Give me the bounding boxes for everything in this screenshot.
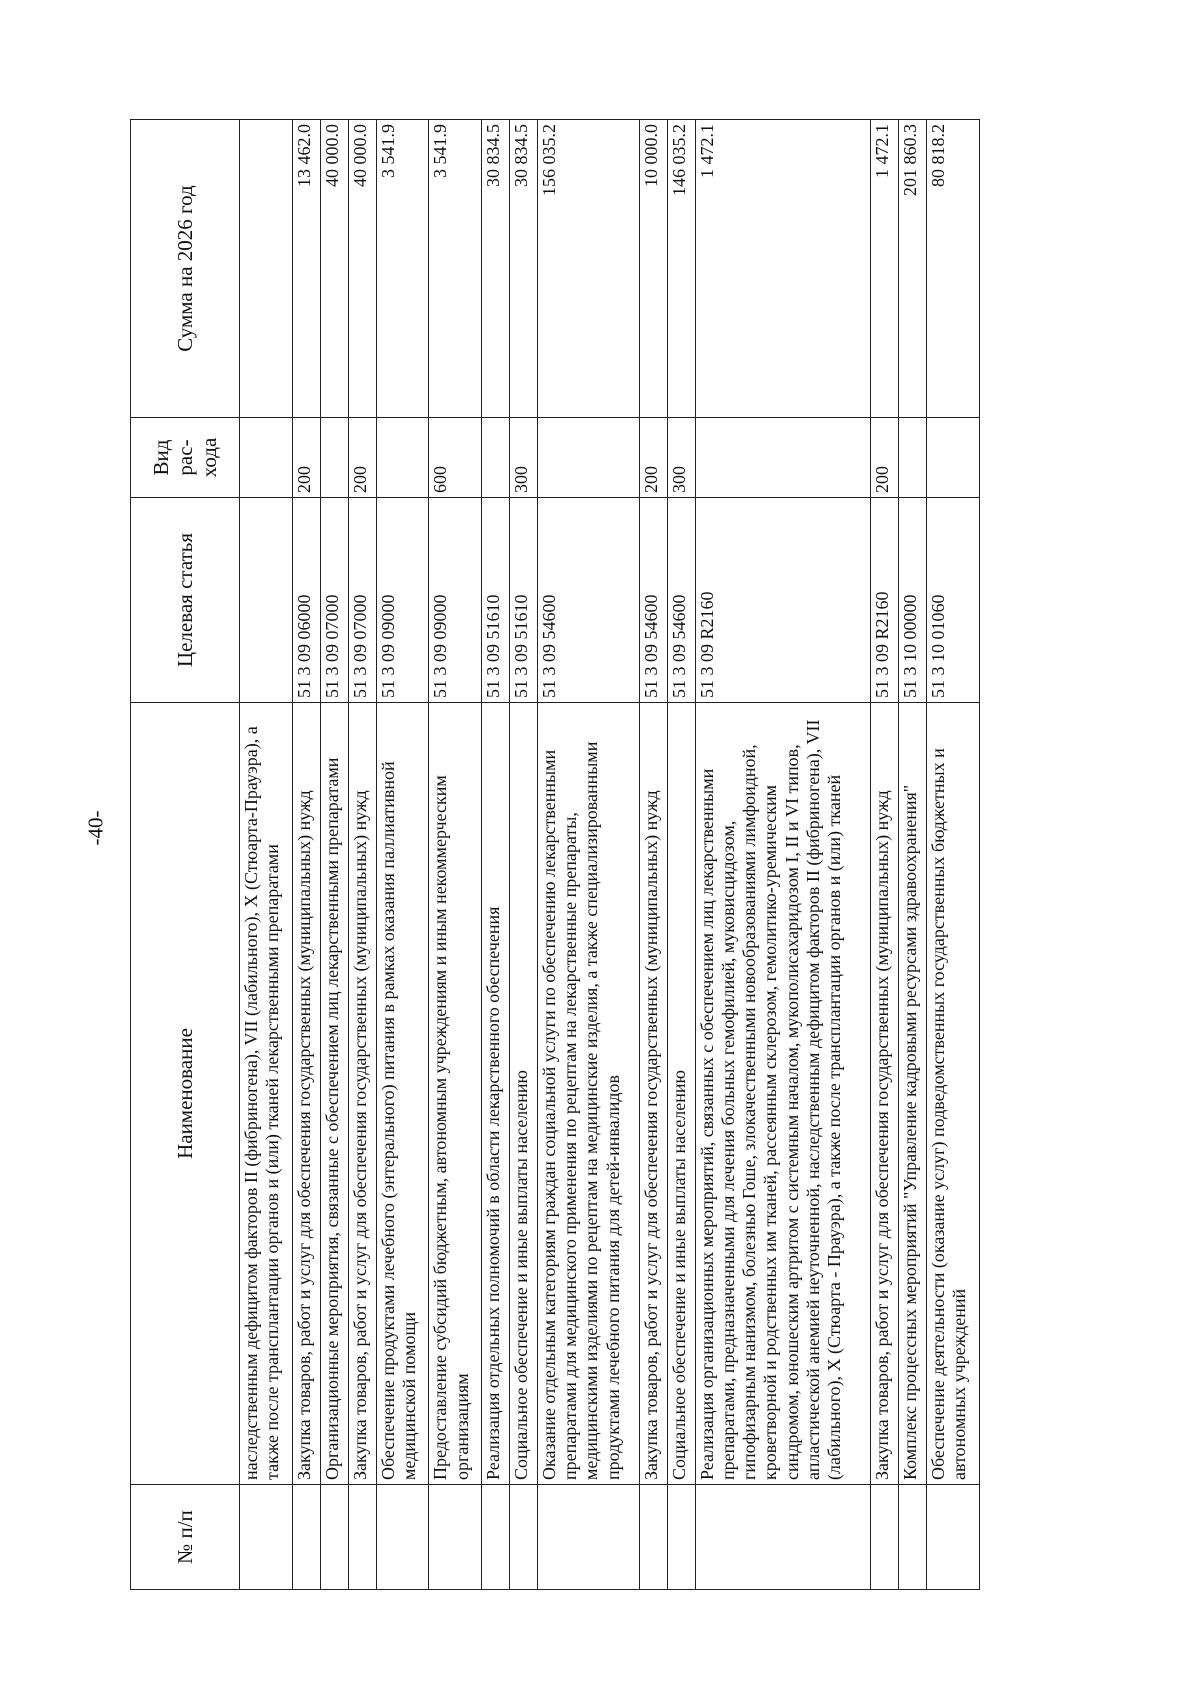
cell-sum: 1 472.1 [871, 120, 899, 418]
cell-type: 300 [509, 418, 537, 498]
cell-num [481, 1485, 509, 1590]
cell-sum: 156 035.2 [537, 120, 639, 418]
header-name: Наименование [131, 703, 240, 1485]
budget-table [130, 119, 980, 1590]
cell-type [927, 418, 980, 498]
cell-name: Закупка товаров, работ и услуг для обеспечения государственных (муниципальных) нужд [348, 703, 376, 1485]
cell-name: Реализация организационных мероприятий, связанных с обеспечением лиц лекарственными препаратами, предназначенными для лечения больных гемофилией, муковисцидозом, гипофизарным нанизмом, болезнью Гоше, злокачественными новообразованиями лимфоидной, кроветворной и родственных им тканей, рассеянным склерозом, гемолитико-уремическим синдромом, юношеским артритом с системным началом, мукополисахаридозом I, II и VI типов, апластической анемией неуточненной, наследственным дефицитом факторов II (фибриногена), VII (лабильного), X (Стюарта - Прауэра), а также после трансплантации органов и (или) тканей [695, 703, 870, 1485]
cell-type: 200 [639, 418, 667, 498]
cell-sum: 146 035.2 [667, 120, 695, 418]
cell-sum [240, 120, 293, 418]
cell-sum: 30 834.5 [509, 120, 537, 418]
cell-name: Обеспечение деятельности (оказание услуг) подведомственных государственных бюджетных и автономных учреждений [927, 703, 980, 1485]
table-row [348, 120, 376, 1590]
cell-code: 51 3 09 06000 [292, 498, 320, 703]
header-sum: Сумма на 2026 год [131, 120, 240, 418]
cell-name: Закупка товаров, работ и услуг для обеспечения государственных (муниципальных) нужд [639, 703, 667, 1485]
cell-type [320, 418, 348, 498]
cell-num [537, 1485, 639, 1590]
cell-type: 300 [667, 418, 695, 498]
cell-code: 51 3 09 54600 [639, 498, 667, 703]
cell-num [871, 1485, 899, 1590]
cell-name: Социальное обеспечение и иные выплаты населению [667, 703, 695, 1485]
cell-code: 51 3 09 R2160 [695, 498, 870, 703]
budget-table-rotated [130, 120, 980, 1590]
table-row [639, 120, 667, 1590]
cell-type: 200 [871, 418, 899, 498]
cell-num [899, 1485, 927, 1590]
cell-sum: 10 000.0 [639, 120, 667, 418]
cell-num [429, 1485, 482, 1590]
table-row [481, 120, 509, 1590]
cell-name: Оказание отдельным категориям граждан социальной услуги по обеспечению лекарственными препаратами для медицинского применения по рецептам на лекарственные препараты, медицинскими изделиями по рецептам на медицинские изделия, а также специализированными продуктами лечебного питания для детей-инвалидов [537, 703, 639, 1485]
cell-type [695, 418, 870, 498]
table-row [429, 120, 482, 1590]
cell-code: 51 3 09 51610 [509, 498, 537, 703]
cell-num [376, 1485, 429, 1590]
table-row [240, 120, 293, 1590]
cell-type: 600 [429, 418, 482, 498]
table-row [320, 120, 348, 1590]
cell-num [667, 1485, 695, 1590]
cell-num [320, 1485, 348, 1590]
cell-num [695, 1485, 870, 1590]
cell-num [292, 1485, 320, 1590]
cell-name: Закупка товаров, работ и услуг для обеспечения государственных (муниципальных) нужд [871, 703, 899, 1485]
cell-sum: 3 541.9 [376, 120, 429, 418]
cell-type: 200 [292, 418, 320, 498]
header-num: № п/п [131, 1485, 240, 1590]
cell-num [240, 1485, 293, 1590]
cell-sum: 40 000.0 [320, 120, 348, 418]
cell-name: Реализация отдельных полномочий в области лекарственного обеспечения [481, 703, 509, 1485]
cell-name: Социальное обеспечение и иные выплаты населению [509, 703, 537, 1485]
cell-code: 51 3 09 07000 [348, 498, 376, 703]
table-row [376, 120, 429, 1590]
cell-sum: 201 860.3 [899, 120, 927, 418]
cell-sum: 13 462.0 [292, 120, 320, 418]
table-row [667, 120, 695, 1590]
header-code: Целевая статья [131, 498, 240, 703]
cell-code: 51 3 09 R2160 [871, 498, 899, 703]
cell-name: Организационные мероприятия, связанные с обеспечением лиц лекарственными препаратами [320, 703, 348, 1485]
cell-num [639, 1485, 667, 1590]
table-row [695, 120, 870, 1590]
cell-num [509, 1485, 537, 1590]
cell-sum: 80 818.2 [927, 120, 980, 418]
cell-type [240, 418, 293, 498]
cell-name: Комплекс процессных мероприятий "Управление кадровыми ресурсами здравоохранения" [899, 703, 927, 1485]
table-row [927, 120, 980, 1590]
table-row [537, 120, 639, 1590]
cell-code: 51 3 09 09000 [429, 498, 482, 703]
cell-code: 51 3 09 09000 [376, 498, 429, 703]
cell-code [240, 498, 293, 703]
cell-sum: 40 000.0 [348, 120, 376, 418]
cell-num [348, 1485, 376, 1590]
header-type: Вид рас-хода [131, 418, 240, 498]
cell-code: 51 3 09 54600 [537, 498, 639, 703]
cell-code: 51 3 10 00000 [899, 498, 927, 703]
cell-name: наследственным дефицитом факторов II (фибриногена), VII (лабильного), X (Стюарта-Прауэра), а также после трансплантации органов и (или) тканей лекарственными препаратами [240, 703, 293, 1485]
cell-sum: 3 541.9 [429, 120, 482, 418]
cell-code: 51 3 09 51610 [481, 498, 509, 703]
cell-name: Закупка товаров, работ и услуг для обеспечения государственных (муниципальных) нужд [292, 703, 320, 1485]
cell-code: 51 3 09 54600 [667, 498, 695, 703]
cell-type [537, 418, 639, 498]
cell-num [927, 1485, 980, 1590]
cell-sum: 1 472.1 [695, 120, 870, 418]
table-row [899, 120, 927, 1590]
page-number: -40- [83, 810, 108, 846]
cell-code: 51 3 10 01060 [927, 498, 980, 703]
cell-type [899, 418, 927, 498]
table-header-row [131, 120, 240, 1590]
cell-type: 200 [348, 418, 376, 498]
cell-name: Обеспечение продуктами лечебного (энтерального) питания в рамках оказания паллиативной медицинской помощи [376, 703, 429, 1485]
table-row [871, 120, 899, 1590]
table-row [509, 120, 537, 1590]
cell-code: 51 3 09 07000 [320, 498, 348, 703]
cell-name: Предоставление субсидий бюджетным, автономным учреждениям и иным некоммерческим организациям [429, 703, 482, 1485]
table-row [292, 120, 320, 1590]
cell-type [376, 418, 429, 498]
cell-sum: 30 834.5 [481, 120, 509, 418]
cell-type [481, 418, 509, 498]
